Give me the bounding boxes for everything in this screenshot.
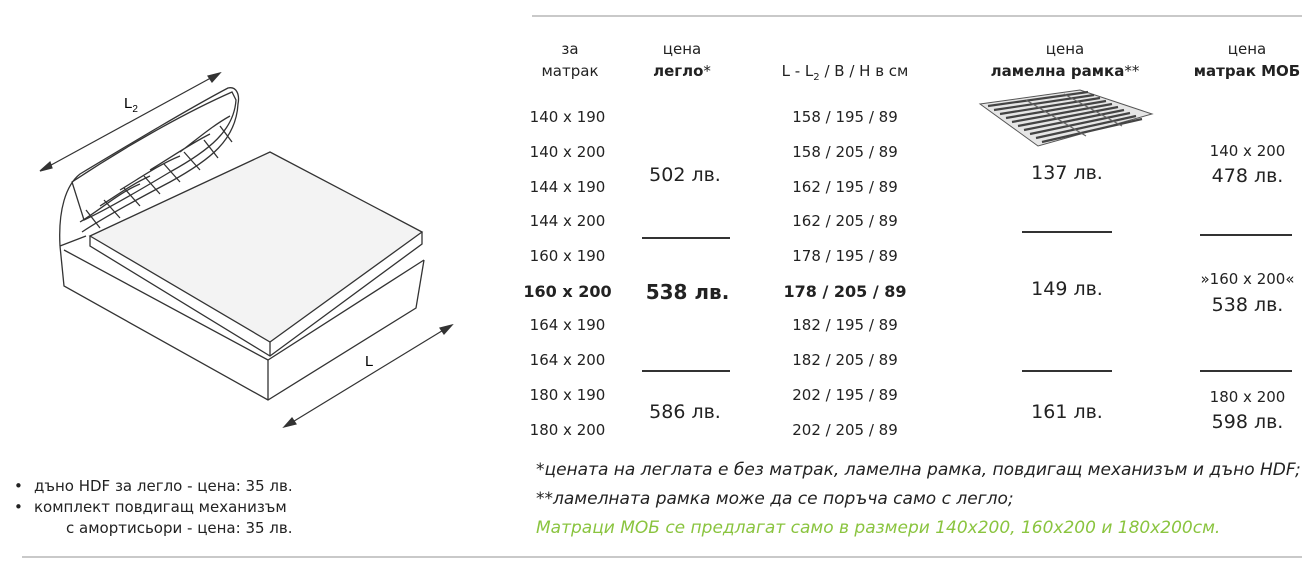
header-bed-price-suffix: * xyxy=(703,62,711,80)
bed-price-divider xyxy=(642,237,730,239)
bed-price-group2: 538 лв. xyxy=(645,280,730,304)
header-mattress-line2: матрак xyxy=(541,62,599,80)
bed-price-group1: 502 лв. xyxy=(649,164,721,186)
slat-price-divider xyxy=(1022,231,1112,233)
mob-price-divider xyxy=(1200,370,1292,372)
slat-price-group2: 149 лв. xyxy=(1031,278,1103,300)
extras-list xyxy=(14,476,293,539)
extras-item-continuation xyxy=(14,518,293,539)
slat-frame-image xyxy=(976,86,1156,152)
footnote-mob-mattress: Матраци МОБ се предлагат само в размери 140x200, 160x200 и 180x200см. xyxy=(536,518,1221,538)
label-l2: $L_2$ xyxy=(124,95,138,115)
mob-size: 180 x 200 xyxy=(1209,388,1286,406)
header-slat-price-bold: ламелна рамка xyxy=(990,62,1125,80)
header-dims-text: L - L xyxy=(781,62,814,80)
mob-price: 598 лв. xyxy=(1211,411,1284,433)
row-dims-highlighted: 178 / 205 / 89 xyxy=(783,282,907,301)
header-mattress-line1: за xyxy=(561,40,579,58)
header-dims-sub: 2 xyxy=(813,72,820,83)
slat-price-divider xyxy=(1022,370,1112,372)
mob-price: 478 лв. xyxy=(1211,165,1284,187)
top-rule xyxy=(532,15,1302,17)
row-size: 180 x 200 xyxy=(529,421,606,439)
header-slat-price-suffix: ** xyxy=(1124,62,1140,80)
row-dims: 162 / 195 / 89 xyxy=(792,178,898,196)
mob-size: 140 x 200 xyxy=(1209,142,1286,160)
row-dims: 182 / 205 / 89 xyxy=(792,351,898,369)
row-size: 180 x 190 xyxy=(529,386,606,404)
row-dims: 178 / 195 / 89 xyxy=(792,247,898,265)
row-size: 160 x 190 xyxy=(529,247,606,265)
slat-price-group1: 137 лв. xyxy=(1031,162,1103,184)
bed-price-group3: 586 лв. xyxy=(649,401,721,423)
header-mob-price-line1: цена xyxy=(1227,40,1267,58)
header-dims-rest: / B / H в см xyxy=(819,62,909,80)
header-slat-price xyxy=(965,38,1165,82)
row-dims: 158 / 205 / 89 xyxy=(792,143,898,161)
footnote-slat-frame: **ламелната рамка може да се поръча само с легло; xyxy=(536,489,1014,509)
header-mattress xyxy=(530,38,610,82)
bullet-icon: • xyxy=(14,477,23,495)
extras-item-label: комплект повдигащ механизъм xyxy=(34,498,287,516)
header-bed-price-bold: легло xyxy=(653,62,704,80)
row-size: 164 x 200 xyxy=(529,351,606,369)
row-size-highlighted: 160 x 200 xyxy=(523,282,612,301)
bullet-icon: • xyxy=(14,498,23,516)
row-dims: 202 / 195 / 89 xyxy=(792,386,898,404)
extras-item-label: с амортисьори - цена: 35 лв. xyxy=(66,519,293,537)
bottom-rule xyxy=(22,556,1302,558)
row-dims: 162 / 205 / 89 xyxy=(792,212,898,230)
header-bed-price xyxy=(632,38,732,82)
extras-item xyxy=(14,497,293,518)
header-bed-price-line1: цена xyxy=(662,40,702,58)
dimension-l2 xyxy=(40,73,220,171)
header-slat-price-line1: цена xyxy=(1045,40,1085,58)
row-dims: 202 / 205 / 89 xyxy=(792,421,898,439)
mob-price-divider xyxy=(1200,234,1292,236)
header-mob-price-bold: матрак МОБ xyxy=(1193,62,1301,80)
row-dims: 182 / 195 / 89 xyxy=(792,316,898,334)
header-mob-price xyxy=(1182,38,1312,82)
footnote-bed-price: *цената на леглата е без матрак, ламелна рамка, повдигащ механизъм и дъно HDF; xyxy=(536,460,1301,480)
mob-size: »160 x 200« xyxy=(1200,270,1295,288)
bed-price-divider xyxy=(642,370,730,372)
row-size: 164 x 190 xyxy=(529,316,606,334)
slat-price-group3: 161 лв. xyxy=(1031,401,1103,423)
extras-item xyxy=(14,476,293,497)
bed-diagram xyxy=(20,60,460,440)
row-size: 140 x 190 xyxy=(529,108,606,126)
label-l: L xyxy=(365,353,374,370)
dimension-l xyxy=(284,325,452,427)
header-dimensions xyxy=(760,60,930,89)
row-size: 144 x 200 xyxy=(529,212,606,230)
row-size: 144 x 190 xyxy=(529,178,606,196)
extras-item-label: дъно HDF за легло - цена: 35 лв. xyxy=(34,477,293,495)
row-dims: 158 / 195 / 89 xyxy=(792,108,898,126)
row-size: 140 x 200 xyxy=(529,143,606,161)
mob-price: 538 лв. xyxy=(1211,294,1284,316)
mattress xyxy=(90,152,422,356)
